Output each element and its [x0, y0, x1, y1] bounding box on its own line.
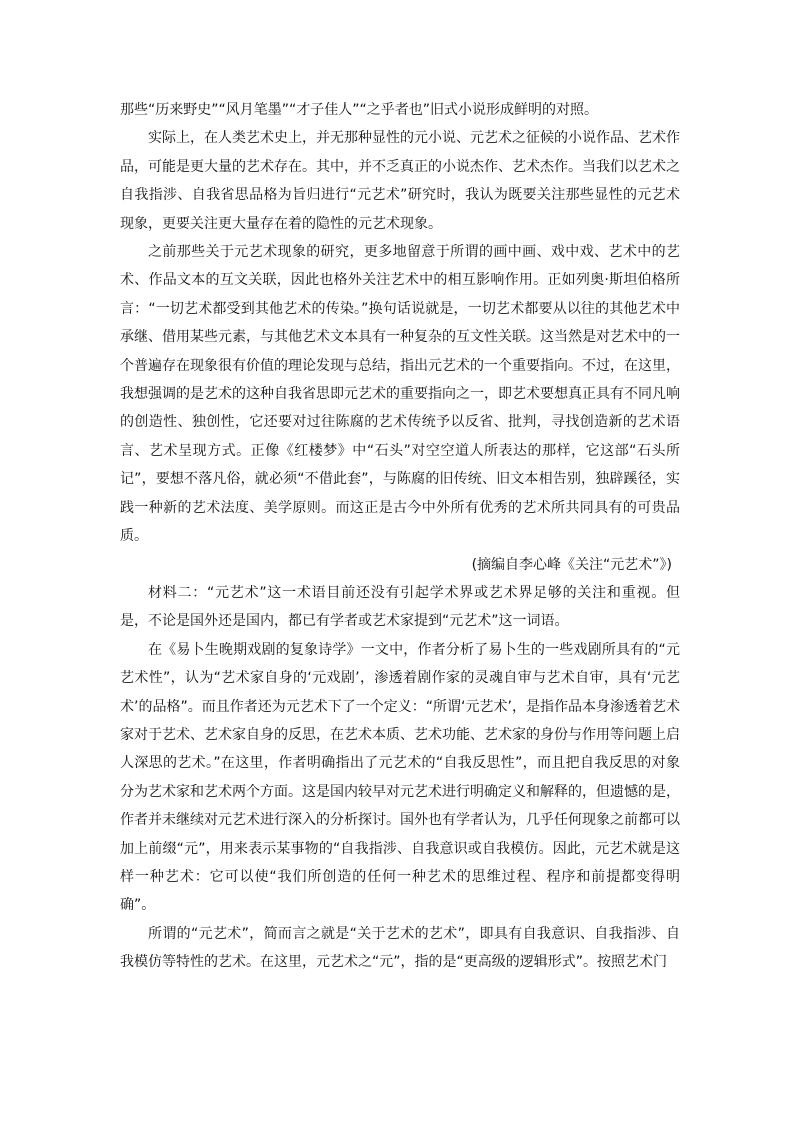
- paragraph-continuation: 那些“历来野史”“风月笔墨”“才子佳人”“之乎者也”旧式小说形成鲜明的对照。: [120, 102, 599, 118]
- source-citation: (摘编自李心峰《关注“元艺术”》): [471, 556, 672, 573]
- paragraph: 之前那些关于元艺术现象的研究，更多地留意于所谓的画中画、戏中戏、艺术中的艺术、作品文本的互文关联，因此也格外关注艺术中的相互影响作用。正如列奥·斯坦伯格所言：“一切艺术都受到其他艺术的传染。”换句话说就是，一切艺术都要从以往的其他艺术中承继、借用某些元素，与其他艺术文本具有一种复杂的互文性关联。这当然是对艺术中的一个普遍存在现象很有价值的理论发现与总结，指出元艺术的一个重要指向。不过，在这里，我想强调的是艺术的这种自我省思即元艺术的重要指向之一，即艺术要想真正具有不同凡响的创造性、独创性，它还要对过往陈腐的艺术传统予以反省、批判，寻找创造新的艺术语言、艺术呈现方式。正像《红楼梦》中“石头”对空空道人所表达的那样，它这部“石头所记”，要想不落凡俗，就必须“不借此套”，与陈腐的旧传统、旧文本相告别，独辟蹊径，实践一种新的艺术法度、美学原则。而这正是古今中外所有优秀的艺术所共同具有的可贵品质。: [120, 244, 680, 545]
- paragraph-material-two: 材料二：“元艺术”这一术语目前还没有引起学术界或艺术界足够的关注和重视。但是，不论是国外还是国内，都已有学者或艺术家提到“元艺术”这一词语。: [120, 584, 680, 630]
- paragraph: 在《易卜生晚期戏剧的复象诗学》一文中，作者分析了易卜生的一些戏剧所具有的“元艺术性”，认为“艺术家自身的‘元戏剧’，渗透着剧作家的灵魂自审与艺术自审，具有‘元艺术’的品格”。而且作者还为元艺术下了一个定义：“所谓‘元艺术’，是指作品本身渗透着艺术家对于艺术、艺术家自身的反思，在艺术本质、艺术功能、艺术家的身份与作用等问题上启人深思的艺术。”在这里，作者明确指出了元艺术的“自我反思性”，而且把自我反思的对象分为艺术家和艺术两个方面。这是国内较早对元艺术进行明确定义和解释的，但遗憾的是，作者并未继续对元艺术进行深入的分析探讨。国外也有学者认为，几乎任何现象之前都可以加上前缀“元”，用来表示某事物的“自我指涉、自我意识或自我模仿。因此，元艺术就是这样一种艺术：它可以使“我们所创造的任何一种艺术的思维过程、程序和前提都变得明确”。: [120, 641, 680, 914]
- paragraph: 所谓的“元艺术”，简而言之就是“关于艺术的艺术”，即具有自我意识、自我指涉、自我模仿等特性的艺术。在这里，元艺术之“元”，指的是“更高级的逻辑形式”。按照艺术门: [120, 925, 680, 971]
- document-page: [120, 96, 680, 977]
- paragraph: 实际上，在人类艺术史上，并无那种显性的元小说、元艺术之征候的小说作品、艺术作品，可能是更大量的艺术存在。其中，并不乏真正的小说杰作、艺术杰作。当我们以艺术之自我指涉、自我省思品格为旨归进行“元艺术”研究时，我认为既要关注那些显性的元艺术现象，更要关注更大量存在着的隐性的元艺术现象。: [120, 130, 680, 232]
